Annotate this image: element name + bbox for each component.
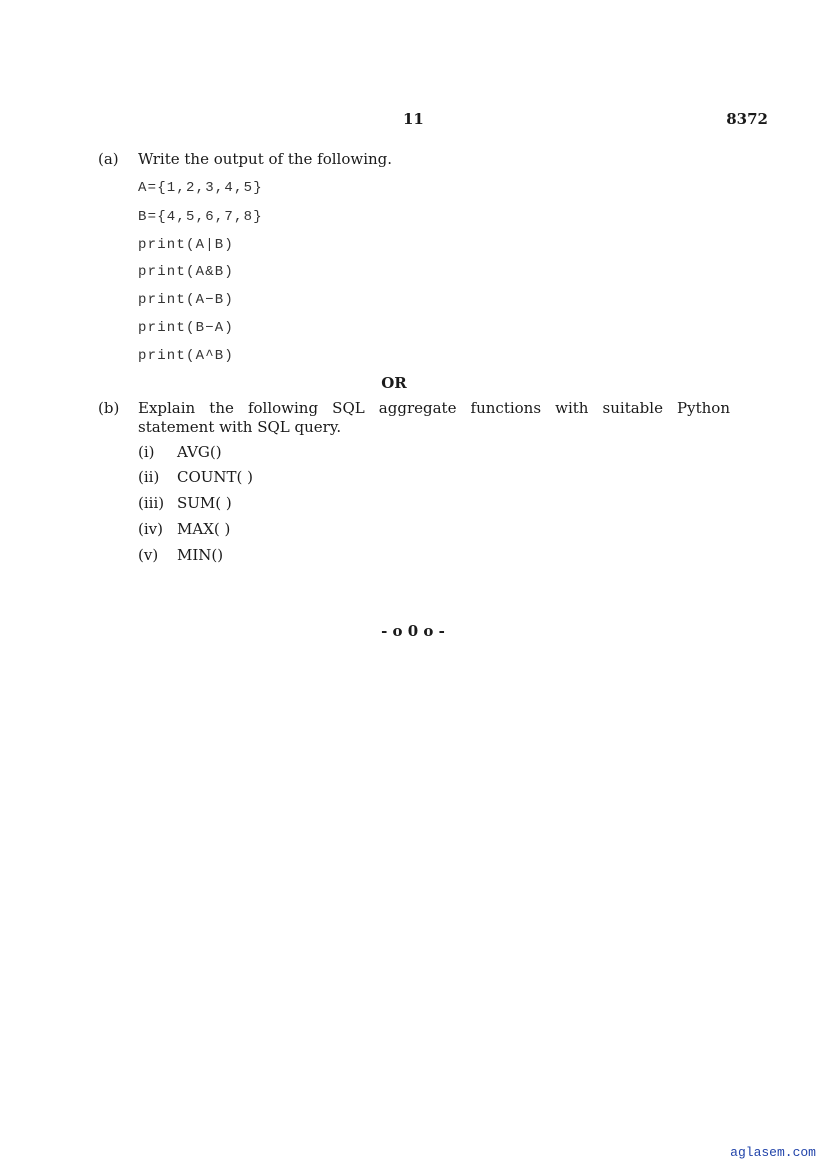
end-mark: - o 0 o -	[381, 622, 445, 640]
list-item-text: MAX( )	[177, 520, 231, 538]
list-item-roman: (iii)	[138, 494, 165, 512]
list-item-roman: (iv)	[138, 520, 163, 538]
list-item-text: SUM( )	[177, 494, 232, 512]
code-line: print(A^B)	[138, 348, 235, 364]
list-item-text: COUNT( )	[177, 468, 254, 486]
question-b-text: Explain the following SQL aggregate functions with suitable Python statement with SQL query.	[138, 399, 730, 436]
question-a-text: Write the output of the following.	[138, 150, 393, 168]
code-line: print(A&B)	[138, 264, 235, 280]
list-item-text: AVG()	[177, 443, 222, 461]
paper-code: 8372	[726, 110, 768, 128]
list-item-roman: (v)	[138, 546, 159, 564]
list-item-roman: (i)	[138, 443, 155, 461]
list-item-roman: (ii)	[138, 468, 160, 486]
question-a-label: (a)	[98, 150, 119, 168]
watermark-link[interactable]: aglasem.com	[730, 1145, 816, 1160]
code-line: B={4,5,6,7,8}	[138, 209, 263, 225]
question-b-label: (b)	[98, 399, 120, 417]
code-line: print(B−A)	[138, 320, 235, 336]
code-line: print(A−B)	[138, 292, 235, 308]
code-line: A={1,2,3,4,5}	[138, 180, 263, 196]
list-item-text: MIN()	[177, 546, 224, 564]
page-number: 11	[403, 110, 424, 128]
code-line: print(A|B)	[138, 237, 235, 253]
or-divider: OR	[381, 374, 407, 392]
